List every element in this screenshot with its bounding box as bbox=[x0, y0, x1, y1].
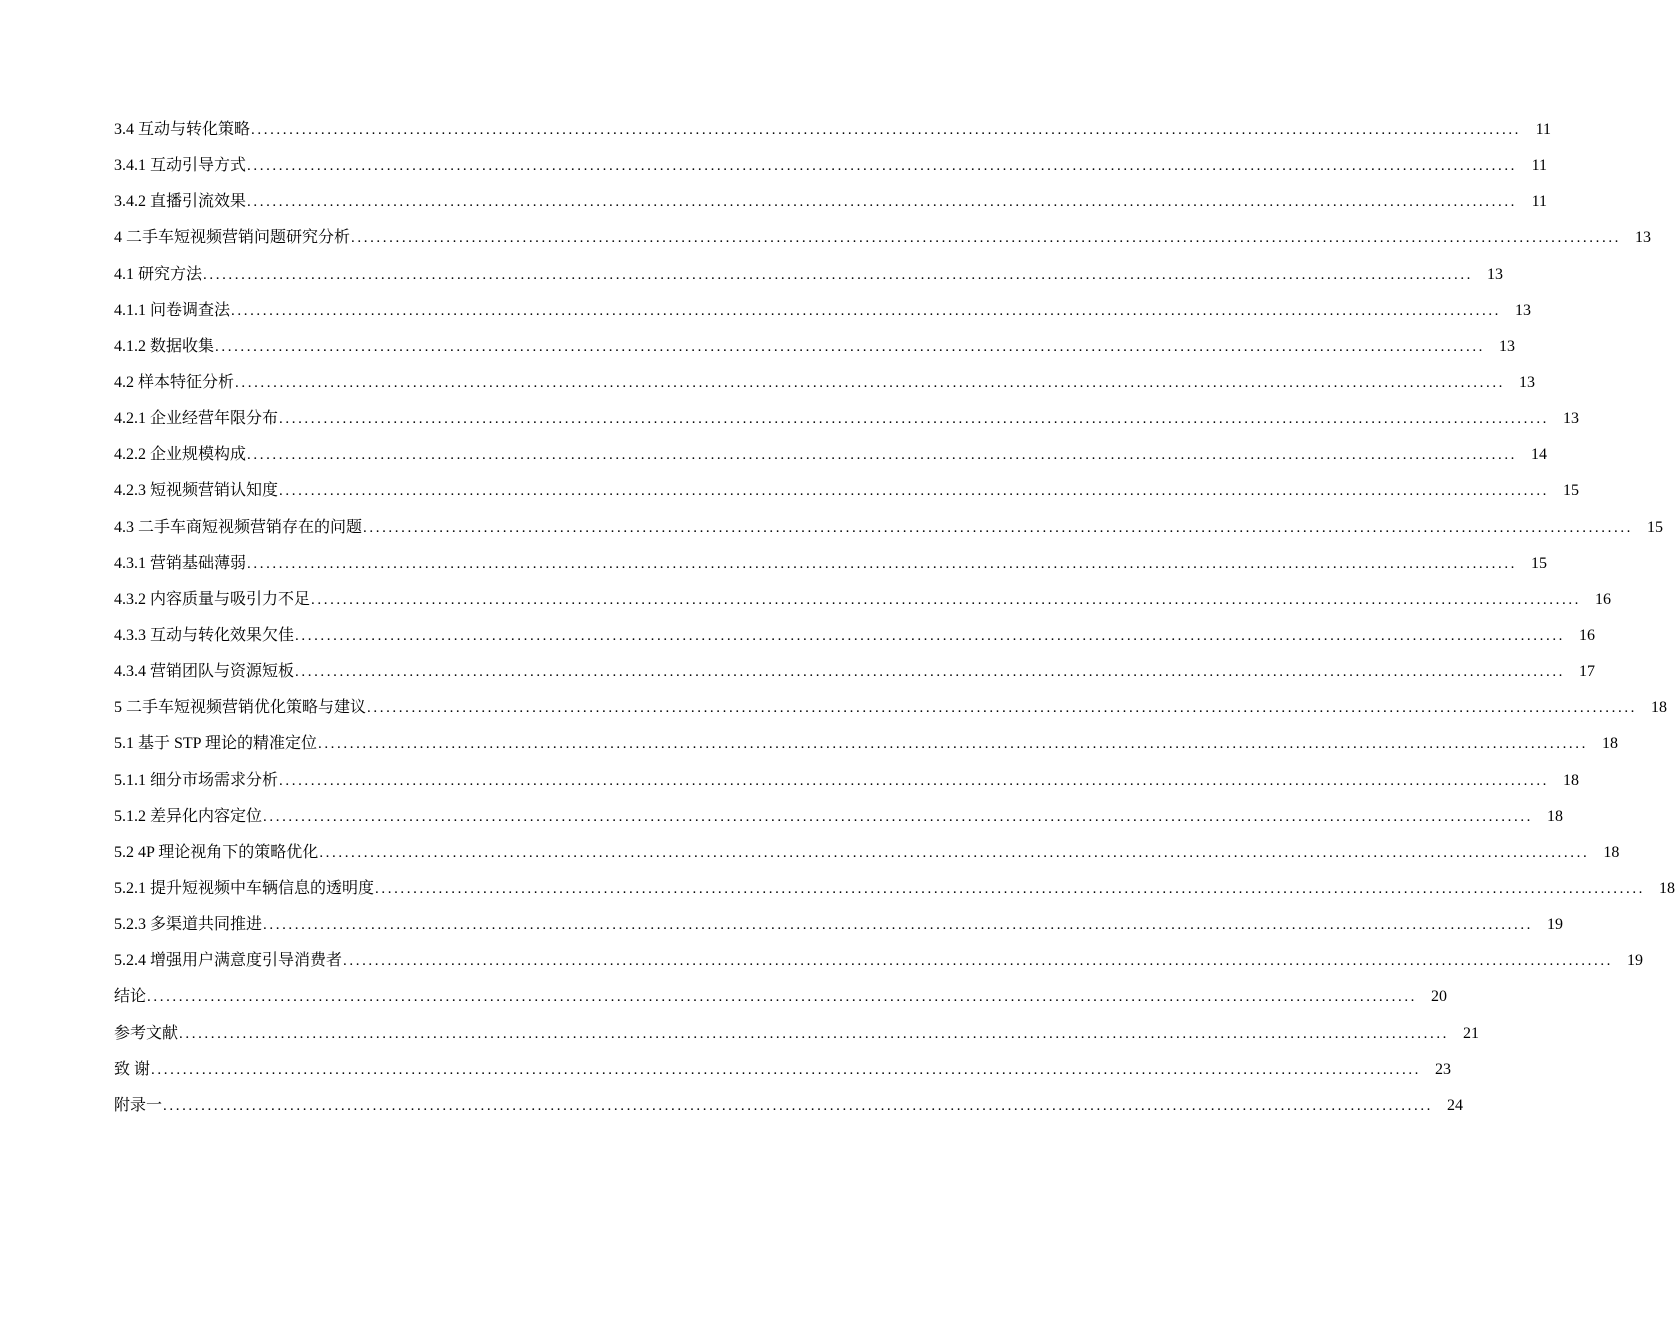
toc-entry-title: 附录一 bbox=[114, 1096, 163, 1114]
toc-dot-leader: ........................................................................................................................................................................................................ bbox=[343, 953, 1614, 970]
toc-dot-leader: ........................................................................................................................................................................................................ bbox=[319, 844, 1590, 861]
toc-dot-leader: ........................................................................................................................................................................................................ bbox=[311, 591, 1582, 608]
toc-entry-page-number: 13 bbox=[1635, 229, 1652, 247]
toc-entry[interactable] bbox=[114, 1016, 1480, 1052]
toc-entry[interactable] bbox=[114, 907, 1564, 943]
toc-entry-page-number: 13 bbox=[1487, 265, 1504, 283]
toc-entry-page-number: 18 bbox=[1563, 771, 1580, 789]
toc-entry-title: 4.1.2 数据收集 bbox=[114, 337, 215, 355]
toc-entry-page-number: 21 bbox=[1463, 1024, 1480, 1042]
toc-entry-title: 4.3 二手车商短视频营销存在的问题 bbox=[114, 518, 363, 536]
toc-entry[interactable] bbox=[114, 401, 1580, 437]
toc-entry-page-number: 13 bbox=[1515, 301, 1532, 319]
toc-dot-leader: ........................................................................................................................................................................................................ bbox=[279, 483, 1550, 500]
toc-entry-title: 5.2.4 增强用户满意度引导消费者 bbox=[114, 952, 343, 970]
toc-entry-page-number: 16 bbox=[1579, 626, 1596, 644]
toc-entry-page-number: 11 bbox=[1531, 157, 1548, 175]
toc-entry-title: 参考文献 bbox=[114, 1024, 179, 1042]
toc-entry-page-number: 18 bbox=[1651, 699, 1668, 717]
toc-entry-page-number: 18 bbox=[1659, 879, 1675, 897]
toc-entry-title: 结论 bbox=[114, 988, 147, 1006]
toc-entry-title: 5.2 4P 理论视角下的策略优化 bbox=[114, 843, 319, 861]
toc-entry[interactable] bbox=[114, 835, 1620, 871]
toc-entry-title: 5 二手车短视频营销优化策略与建议 bbox=[114, 699, 367, 717]
toc-entry[interactable] bbox=[114, 979, 1448, 1015]
table-of-contents bbox=[114, 112, 1675, 1124]
toc-entry-page-number: 14 bbox=[1531, 446, 1548, 464]
toc-entry[interactable] bbox=[114, 1052, 1452, 1088]
toc-entry-page-number: 13 bbox=[1563, 410, 1580, 428]
toc-entry-page-number: 20 bbox=[1431, 988, 1448, 1006]
toc-entry[interactable] bbox=[114, 690, 1668, 726]
toc-entry-page-number: 13 bbox=[1499, 337, 1516, 355]
toc-dot-leader: ........................................................................................................................................................................................................ bbox=[247, 158, 1518, 175]
toc-entry[interactable] bbox=[114, 329, 1516, 365]
toc-dot-leader: ........................................................................................................................................................................................................ bbox=[263, 917, 1534, 934]
toc-dot-leader: ........................................................................................................................................................................................................ bbox=[247, 194, 1518, 211]
toc-entry-title: 5.1.1 细分市场需求分析 bbox=[114, 771, 279, 789]
toc-entry-title: 5.2.1 提升短视频中车辆信息的透明度 bbox=[114, 879, 375, 897]
toc-entry[interactable] bbox=[114, 510, 1664, 546]
toc-entry[interactable] bbox=[114, 184, 1548, 220]
toc-entry-title: 4.3.4 营销团队与资源短板 bbox=[114, 663, 295, 681]
toc-entry[interactable] bbox=[114, 1088, 1464, 1124]
toc-entry-page-number: 24 bbox=[1447, 1096, 1464, 1114]
toc-entry-page-number: 19 bbox=[1547, 916, 1564, 934]
toc-entry-page-number: 15 bbox=[1531, 554, 1548, 572]
toc-entry-page-number: 11 bbox=[1531, 193, 1548, 211]
toc-entry-title: 4.1.1 问卷调查法 bbox=[114, 301, 231, 319]
toc-entry-title: 4.3.1 营销基础薄弱 bbox=[114, 554, 247, 572]
toc-entry-page-number: 15 bbox=[1647, 518, 1664, 536]
toc-entry-page-number: 23 bbox=[1435, 1060, 1452, 1078]
toc-dot-leader: ........................................................................................................................................................................................................ bbox=[247, 555, 1518, 572]
toc-entry-page-number: 18 bbox=[1601, 735, 1618, 753]
toc-dot-leader: ........................................................................................................................................................................................................ bbox=[179, 1025, 1450, 1042]
toc-entry-title: 5.2.3 多渠道共同推进 bbox=[114, 916, 263, 934]
toc-dot-leader: ........................................................................................................................................................................................................ bbox=[247, 447, 1518, 464]
toc-entry-title: 4.2.1 企业经营年限分布 bbox=[114, 410, 279, 428]
toc-entry[interactable] bbox=[114, 799, 1564, 835]
toc-entry[interactable] bbox=[114, 473, 1580, 509]
toc-entry-title: 4.2 样本特征分析 bbox=[114, 373, 235, 391]
toc-dot-leader: ........................................................................................................................................................................................................ bbox=[317, 736, 1588, 753]
toc-dot-leader: ........................................................................................................................................................................................................ bbox=[367, 700, 1638, 717]
toc-entry-title: 4.3.3 互动与转化效果欠佳 bbox=[114, 626, 295, 644]
toc-entry-page-number: 18 bbox=[1603, 843, 1620, 861]
toc-dot-leader: ........................................................................................................................................................................................................ bbox=[295, 627, 1566, 644]
toc-entry[interactable] bbox=[114, 112, 1552, 148]
toc-entry-title: 5.1 基于 STP 理论的精准定位 bbox=[114, 735, 317, 753]
toc-entry-title: 4.3.2 内容质量与吸引力不足 bbox=[114, 590, 311, 608]
toc-entry-page-number: 11 bbox=[1535, 121, 1552, 138]
toc-entry[interactable] bbox=[114, 726, 1618, 762]
toc-entry-title: 5.1.2 差异化内容定位 bbox=[114, 807, 263, 825]
toc-dot-leader: ........................................................................................................................................................................................................ bbox=[151, 1061, 1422, 1078]
toc-dot-leader: ........................................................................................................................................................................................................ bbox=[215, 338, 1486, 355]
toc-entry-page-number: 17 bbox=[1579, 663, 1596, 681]
toc-entry[interactable] bbox=[114, 257, 1504, 293]
toc-dot-leader: ........................................................................................................................................................................................................ bbox=[363, 519, 1634, 536]
toc-dot-leader: ........................................................................................................................................................................................................ bbox=[295, 664, 1566, 681]
toc-entry[interactable] bbox=[114, 871, 1675, 907]
toc-entry-title: 3.4.2 直播引流效果 bbox=[114, 193, 247, 211]
toc-entry[interactable] bbox=[114, 943, 1644, 979]
toc-dot-leader: ........................................................................................................................................................................................................ bbox=[279, 772, 1550, 789]
toc-dot-leader: ........................................................................................................................................................................................................ bbox=[263, 808, 1534, 825]
toc-entry[interactable] bbox=[114, 654, 1596, 690]
toc-dot-leader: ........................................................................................................................................................................................................ bbox=[279, 411, 1550, 428]
toc-entry-title: 4 二手车短视频营销问题研究分析 bbox=[114, 229, 351, 247]
toc-entry-page-number: 16 bbox=[1595, 590, 1612, 608]
toc-dot-leader: ........................................................................................................................................................................................................ bbox=[147, 989, 1418, 1006]
toc-entry-title: 致 谢 bbox=[114, 1060, 151, 1078]
toc-dot-leader: ........................................................................................................................................................................................................ bbox=[375, 880, 1646, 897]
toc-entry-title: 3.4 互动与转化策略 bbox=[114, 121, 251, 138]
toc-entry-page-number: 13 bbox=[1519, 373, 1536, 391]
toc-entry-title: 4.2.3 短视频营销认知度 bbox=[114, 482, 279, 500]
toc-dot-leader: ........................................................................................................................................................................................................ bbox=[203, 266, 1474, 283]
toc-entry[interactable] bbox=[114, 365, 1536, 401]
toc-dot-leader: ........................................................................................................................................................................................................ bbox=[351, 230, 1622, 247]
toc-entry-title: 3.4.1 互动引导方式 bbox=[114, 157, 247, 175]
toc-entry-page-number: 19 bbox=[1627, 952, 1644, 970]
toc-entry[interactable] bbox=[114, 546, 1548, 582]
toc-entry[interactable] bbox=[114, 582, 1612, 618]
toc-entry[interactable] bbox=[114, 618, 1596, 654]
toc-dot-leader: ........................................................................................................................................................................................................ bbox=[235, 374, 1506, 391]
toc-entry[interactable] bbox=[114, 148, 1548, 184]
toc-entry-page-number: 18 bbox=[1547, 807, 1564, 825]
toc-entry-title: 4.1 研究方法 bbox=[114, 265, 203, 283]
toc-entry-page-number: 15 bbox=[1563, 482, 1580, 500]
toc-entry-title: 4.2.2 企业规模构成 bbox=[114, 446, 247, 464]
toc-dot-leader: ........................................................................................................................................................................................................ bbox=[251, 122, 1522, 138]
toc-entry[interactable] bbox=[114, 763, 1580, 799]
toc-entry[interactable] bbox=[114, 437, 1548, 473]
toc-dot-leader: ........................................................................................................................................................................................................ bbox=[231, 302, 1502, 319]
toc-entry[interactable] bbox=[114, 293, 1532, 329]
toc-entry[interactable] bbox=[114, 220, 1652, 256]
toc-dot-leader: ........................................................................................................................................................................................................ bbox=[163, 1097, 1434, 1114]
